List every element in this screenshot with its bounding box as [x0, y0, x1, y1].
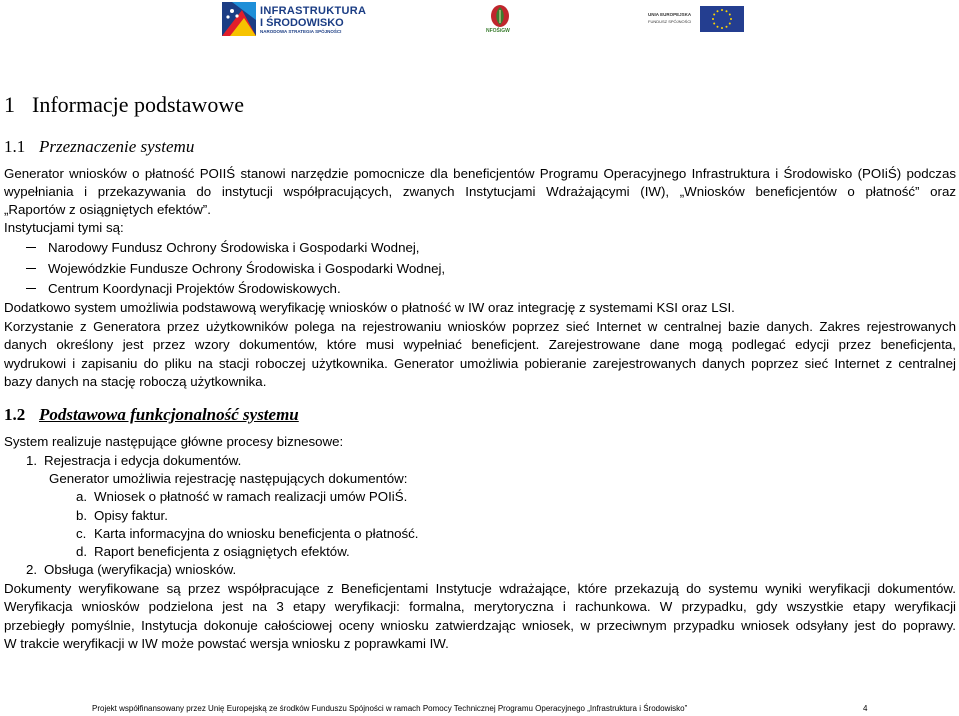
document-label: Wniosek o płatność w ramach realizacji umów POIiŚ. [94, 489, 408, 504]
institution-label: Wojewódzkie Fundusze Ochrony Środowiska i Gospodarki Wodnej, [48, 261, 446, 276]
eu-logo [648, 6, 748, 32]
document-letter: c. [76, 526, 87, 541]
dash-bullet-icon [26, 288, 36, 289]
intro-paragraph-line3: „Raportów z osiągniętych efektów”. [4, 202, 211, 217]
institution-label: Centrum Koordynacji Projektów Środowiskowych. [48, 281, 341, 296]
generator-intro: Generator umożliwia rejestrację następujących dokumentów: [49, 471, 408, 486]
page-number: 4 [863, 704, 868, 713]
process-number: 1. [26, 453, 38, 468]
infrastruktura-logo [222, 2, 367, 38]
document-label: Karta informacyjna do wniosku beneficjenta o płatność. [94, 526, 419, 541]
document-letter: a. [76, 489, 88, 504]
nfosigw-logo [484, 4, 516, 38]
infra-logo-line2: I ŚRODOWISKO [260, 17, 344, 29]
section-1-2-heading [4, 405, 299, 425]
section-1-heading [4, 92, 244, 118]
header-logo-bar [0, 0, 959, 44]
eu-logo-line2: FUNDUSZ SPÓJNOŚCI [648, 19, 692, 24]
intro-paragraph-line2: wypełniania i przekazywania do instytucji współpracujących, zwanych Instytucjami Wdrażającymi (IW), „Wniosków beneficjentów o płatność” oraz [4, 184, 956, 199]
workflow-paragraph-line1: Dokumenty weryfikowane są przez współpracujące z Beneficjentami Instytucje wdrażające, które przekazują do systemu wyniki weryfikacji dokumentów. [4, 581, 956, 596]
document-label: Opisy faktur. [94, 508, 168, 523]
section-1-title: Informacje podstawowe [32, 92, 244, 117]
institutions-intro: Instytucjami tymi są: [4, 220, 124, 235]
infrastruktura-mark-icon [222, 2, 256, 36]
footer-text: Projekt współfinansowany przez Unię Europejską ze środków Funduszu Spójności w ramach Pomocy Technicznej Programu Operacyjnego „Infrastruktura i Środowisko” [92, 704, 688, 713]
document-item [76, 525, 418, 543]
dash-bullet-icon [26, 268, 36, 269]
eu-flag-icon [700, 6, 744, 32]
verification-paragraph: Dodatkowo system umożliwia podstawową weryfikację wniosków o płatność w IW oraz integrację z systemami KSI oraz LSI. [4, 300, 735, 315]
usage-paragraph-line2: danych określony jest przez wzory dokumentów, które musi wypełniać beneficjent. Zarejestrowane dane mogą podlegać edycji przez beneficjenta, [4, 337, 956, 352]
document-item [76, 543, 350, 561]
institution-item [26, 280, 341, 298]
process-label: Rejestracja i edycja dokumentów. [44, 453, 242, 468]
section-1-1-heading [4, 137, 194, 157]
process-number: 2. [26, 562, 38, 577]
infra-logo-line1: INFRASTRUKTURA [260, 5, 367, 17]
workflow-paragraph-line3: przebiegły pomyślnie, Instytucja dokonuje całościowej oceny wniosku zatwierdzając wniosek, w przeciwnym przypadku wniosek odsyłany jest do poprawy. [4, 618, 956, 633]
processes-intro: System realizuje następujące główne procesy biznesowe: [4, 434, 344, 449]
section-1-number: 1 [4, 92, 15, 117]
institution-label: Narodowy Fundusz Ochrony Środowiska i Gospodarki Wodnej, [48, 240, 420, 255]
dash-bullet-icon [26, 247, 36, 248]
section-1-1-number: 1.1 [4, 137, 26, 156]
document-letter: b. [76, 508, 88, 523]
institution-item [26, 239, 420, 257]
usage-paragraph-line3: wydrukowi i zapisaniu do pliku na stacji roboczej użytkownika. Generator umożliwia pobieranie zarejestrowanych danych poprzez sieć Internet z centralnej [4, 356, 956, 371]
workflow-paragraph-line2: Weryfikacja wniosków podzielona jest na 3 etapy weryfikacji: formalna, merytoryczna i rachunkowa. W przypadku, gdy wszystkie etapy weryfikacji [4, 599, 956, 614]
document-letter: d. [76, 544, 88, 559]
usage-paragraph-line4: bazy danych na stację roboczą użytkownika. [4, 374, 267, 389]
intro-paragraph-line1: Generator wniosków o płatność POIIŚ stanowi narzędzie pomocnicze dla beneficjentów Programu Operacyjnego Infrastruktura i Środowisko (POIiŚ) podczas [4, 166, 956, 181]
document-item [76, 488, 407, 506]
section-1-2-title: Podstawowa funkcjonalność systemu [39, 405, 299, 424]
nfosigw-label: NFOŚiGW [486, 28, 510, 34]
eu-logo-line1: UNIA EUROPEJSKA [648, 12, 692, 17]
document-label: Raport beneficjenta z osiągniętych efektów. [94, 544, 350, 559]
section-1-2-number: 1.2 [4, 405, 26, 424]
document-item [76, 507, 168, 525]
infra-logo-line3: NARODOWA STRATEGIA SPÓJNOŚCI [260, 29, 342, 34]
process-item [26, 561, 236, 579]
process-label: Obsługa (weryfikacja) wniosków. [44, 562, 237, 577]
workflow-paragraph-line4: W trakcie weryfikacji w IW może powstać wersja wniosku z poprawkami IW. [4, 636, 449, 651]
section-1-1-title: Przeznaczenie systemu [39, 137, 195, 156]
usage-paragraph-line1: Korzystanie z Generatora przez użytkowników polega na rejestrowaniu wniosków poprzez sieć Internet w centralnej bazie danych. Zakres rejestrowanych [4, 319, 956, 334]
nfosigw-emblem-icon [484, 4, 516, 28]
process-item [26, 452, 241, 470]
institution-item [26, 260, 445, 278]
